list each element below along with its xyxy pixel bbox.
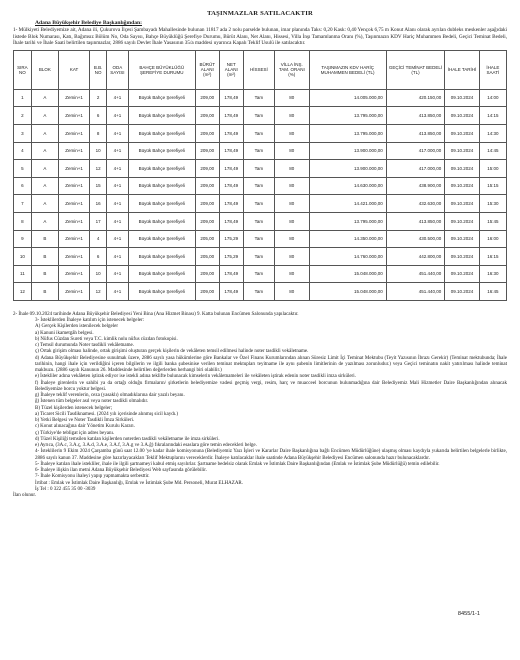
cell-tarih: 09.10.2024 bbox=[445, 283, 479, 301]
cell-blok: B bbox=[31, 265, 58, 283]
cell-kat: Zemin+1 bbox=[58, 142, 89, 160]
col-header-hisse: HİSSESİ bbox=[243, 50, 274, 89]
note-3b-c: c) Konut alınacağına dair Yönetim Kurulu Kararı. bbox=[35, 424, 135, 430]
cell-bb-no: 17 bbox=[90, 212, 107, 230]
table-row bbox=[14, 195, 507, 213]
cell-bedel: 14.630.000,00 bbox=[309, 177, 386, 195]
cell-teminat: 413.850,00 bbox=[386, 212, 444, 230]
cell-tarih: 09.10.2024 bbox=[445, 177, 479, 195]
cell-bb-no: 6 bbox=[90, 107, 107, 125]
table-row bbox=[14, 89, 507, 107]
cell-blok: A bbox=[31, 89, 58, 107]
cell-bedel: 13.795.000,00 bbox=[309, 124, 386, 142]
cell-oda: 4+1 bbox=[106, 160, 128, 178]
cell-bedel: 13.900.000,00 bbox=[309, 160, 386, 178]
cell-kat: Zemin+1 bbox=[58, 230, 89, 248]
col-header-saat: İHALE SAATİ bbox=[479, 50, 506, 89]
cell-net: 175,29 bbox=[219, 230, 243, 248]
cell-villa: 80 bbox=[275, 124, 309, 142]
cell-bb-no: 16 bbox=[90, 195, 107, 213]
cell-blok: B bbox=[31, 230, 58, 248]
cell-bedel: 13.795.000,00 bbox=[309, 212, 386, 230]
cell-oda: 4+1 bbox=[106, 89, 128, 107]
cell-oda: 4+1 bbox=[106, 212, 128, 230]
cell-bb-no: 6 bbox=[90, 248, 107, 266]
cell-kat: Zemin+1 bbox=[58, 89, 89, 107]
cell-bahce: Büyük Bahçe Şerefiyeli bbox=[128, 248, 195, 266]
cell-tarih: 09.10.2024 bbox=[445, 160, 479, 178]
note-4: 4- İsteklilerin 9 Ekim 2024 Çarşamba günü saat 12.00 'ye kadar ihale komisyonuna (Belediyemiz Yazı İşleri ve Kararlar Daire Başkanlığına bağlı Encümen Müdürlüğüne) ulaşmış olması kaydıyla yukarıda belirtilen belgelerle birlikte, 2886 sayılı kanun 37. Maddesine göre hazırlayacakları Teklif Mektuplarını vereceklerdir. İhaleye katılacaklar ihale saatinde Adana Büyükşehir Belediyesi Encümen salonunda hazır bulunacaklardır. bbox=[35, 449, 507, 461]
cell-oda: 4+1 bbox=[106, 230, 128, 248]
note-3a-g: g) İhaleye teklif verenlerin, ceza (yasaklı) olmadıklarına dair yazılı beyanı. bbox=[35, 393, 185, 399]
cell-saat: 16:00 bbox=[479, 230, 506, 248]
cell-net: 178,49 bbox=[219, 283, 243, 301]
cell-hisse: Tam bbox=[243, 177, 274, 195]
cell-sira: 7 bbox=[14, 195, 32, 213]
cell-hisse: Tam bbox=[243, 212, 274, 230]
cell-saat: 14:45 bbox=[479, 142, 506, 160]
table-body bbox=[14, 89, 507, 300]
cell-net: 178,49 bbox=[219, 124, 243, 142]
cell-brut: 209,00 bbox=[195, 283, 219, 301]
cell-teminat: 438.900,00 bbox=[386, 177, 444, 195]
note-6: 6- İhaleye ilişkin ilan metni Adana Büyükşehir Belediyesi Web sayfasında görülebilir. bbox=[35, 468, 207, 474]
cell-net: 178,49 bbox=[219, 212, 243, 230]
cell-hisse: Tam bbox=[243, 248, 274, 266]
cell-saat: 16:15 bbox=[479, 248, 506, 266]
cell-sira: 5 bbox=[14, 160, 32, 178]
cell-teminat: 413.850,00 bbox=[386, 107, 444, 125]
cell-brut: 209,00 bbox=[195, 89, 219, 107]
cell-saat: 14:30 bbox=[479, 124, 506, 142]
cell-sira: 3 bbox=[14, 124, 32, 142]
col-header-brut: BÜRÜT ALANI (m²) bbox=[195, 50, 219, 89]
table-row bbox=[14, 212, 507, 230]
cell-sira: 9 bbox=[14, 230, 32, 248]
note-3a-cc: ç) Ortak girişim olması halinde, ortak girişimi oluşturan gerçek kişilerin de vekâleten temsil edilmesi halinde noter tasdikli vekâletname. bbox=[35, 349, 309, 355]
cell-brut: 209,00 bbox=[195, 212, 219, 230]
note-3b-e: e) Ayrıca, (3A.c, 3.A.ç, 3.A.d, 3.A.e, 3.A.f, 3.A.g ve 3.A.ğ) fıkralarındaki esaslara göre temin edecekleri belge. bbox=[35, 443, 257, 449]
cell-hisse: Tam bbox=[243, 89, 274, 107]
tel-value: : 0 322 455 35 00 -3039 bbox=[47, 486, 96, 492]
cell-net: 178,49 bbox=[219, 177, 243, 195]
cell-hisse: Tam bbox=[243, 283, 274, 301]
cell-teminat: 417.000,00 bbox=[386, 160, 444, 178]
col-header-bb-no: B.B. NO bbox=[90, 50, 107, 89]
irtibat-value: : Emlak ve İstimlak Daire Başkanlığı, Emlak ve İstimlak Şube Md. Personeli, Murat ELHAZAR. bbox=[48, 480, 244, 486]
note-3a-d: d) Adana Büyükşehir Belediyesine sunulmak üzere, 2886 sayılı yasa hükümlerine göre Bankalar ve Özel Finans Kurumlarından alınan Süresiz Limit İçi Teminat Mektubu (Teyit Yazısının İbrazı Gerekir) (Teminat mektubunda; İhale tarihinin, hangi ihale için verildiğini içeren bilgilerin ve ilgili banka şubesinise verilen teminat mektupları teyitname ile aynı şubenin limitlerinin de yazılması zorunludur.) veya Geçici teminatın nakit yatırılması halinde teminat makbuzu. (2886 sayılı Kanunun 26. Maddesinde belirtilen değerlerden herhangi biri olabilir.) bbox=[35, 355, 507, 374]
cell-saat: 16:45 bbox=[479, 283, 506, 301]
cell-bedel: 15.048.000,00 bbox=[309, 265, 386, 283]
cell-sira: 4 bbox=[14, 142, 32, 160]
cell-kat: Zemin+1 bbox=[58, 265, 89, 283]
intro-paragraph: 1- Mülkiyeti Belediyemize ait, Adana ili, Çukurova İlçesi Şambayadı Mahallesinde bulunan 11817 ada 2 nolu parselde bulunan, imar planında Taks: 0,20 Kask: 0,40 Yençok 6,75 m Konut Alanı olarak ayrılan dubleks meskenler aşağıdaki listede Blok Numarası, Katı, Bağımsız Bölüm No, Oda Sayısı, Bahçe Büyüklüğü Şerefiye Durumu, Bürüt Alanı, Net Alanı, Hissesi, Villa İnşı Tamamlanma Oranı (%), Taşınmazın KDV Hariç Muhammen Bedeli, Geçici Teminat Bedeli, İhale tarihi ve İhale Saati belirtilen taşınmazlar, 2886 sayılı Devlet İhale Yasasının 35/a maddesi uyarınca Kapalı Teklif Usulü ile satılacaktır. bbox=[13, 27, 507, 47]
reference-number: 8455/1-1 bbox=[457, 611, 480, 617]
cell-sira: 1 bbox=[14, 89, 32, 107]
cell-oda: 4+1 bbox=[106, 248, 128, 266]
col-header-net: NET ALANI (m²) bbox=[219, 50, 243, 89]
table-row bbox=[14, 248, 507, 266]
cell-bahce: Büyük Bahçe Şerefiyeli bbox=[128, 230, 195, 248]
cell-blok: A bbox=[31, 212, 58, 230]
cell-saat: 15:15 bbox=[479, 177, 506, 195]
cell-tarih: 09.10.2024 bbox=[445, 124, 479, 142]
cell-villa: 80 bbox=[275, 160, 309, 178]
table-row bbox=[14, 265, 507, 283]
cell-teminat: 432.630,00 bbox=[386, 195, 444, 213]
cell-villa: 80 bbox=[275, 89, 309, 107]
cell-bahce: Büyük Bahçe Şerefiyeli bbox=[128, 212, 195, 230]
cell-saat: 14:00 bbox=[479, 89, 506, 107]
note-3b-cc: ç) Türkiye'de tebligat için adres beyanı. bbox=[35, 430, 115, 436]
cell-net: 178,49 bbox=[219, 195, 243, 213]
note-3a-e: e) İstekliler adına vekâleten iştirak ediyor ise istekli adına teklifte bulunacak kimselerin vekâletnameleri ile vekâleten iştirak edenin noter tasdikli imza sirküleri. bbox=[35, 374, 356, 380]
cell-tarih: 09.10.2024 bbox=[445, 195, 479, 213]
cell-bb-no: 4 bbox=[90, 230, 107, 248]
table-row bbox=[14, 107, 507, 125]
cell-net: 178,49 bbox=[219, 142, 243, 160]
cell-net: 178,49 bbox=[219, 160, 243, 178]
cell-hisse: Tam bbox=[243, 142, 274, 160]
cell-bahce: Büyük Bahçe Şerefiyeli bbox=[128, 89, 195, 107]
cell-teminat: 442.800,00 bbox=[386, 248, 444, 266]
note-3b-b: b) Yetki Belgesi ve Noter Tasdikli İmza Sirküleri. bbox=[35, 418, 135, 424]
cell-teminat: 451.440,00 bbox=[386, 283, 444, 301]
cell-bahce: Büyük Bahçe Şerefiyeli bbox=[128, 160, 195, 178]
contact-block bbox=[13, 481, 507, 500]
table-row bbox=[14, 142, 507, 160]
note-3b-a: a) Ticaret Sicili Tasdiknamesi. (2024 yılı içerisinde alınmış sicil kaydı.) bbox=[35, 411, 179, 417]
cell-brut: 205,00 bbox=[195, 248, 219, 266]
cell-teminat: 420.150,00 bbox=[386, 89, 444, 107]
cell-sira: 12 bbox=[14, 283, 32, 301]
cell-blok: A bbox=[31, 160, 58, 178]
table-row bbox=[14, 283, 507, 301]
cell-villa: 80 bbox=[275, 283, 309, 301]
cell-hisse: Tam bbox=[243, 195, 274, 213]
note-2: 2- İhale 09.10.2024 tarihinde Adana Büyükşehir Belediyesi Yeni Bina (Ana Hizmet Binası) 9. Katta bulunan Encümen Salonunda yapılacaktır. bbox=[13, 311, 299, 317]
cell-bahce: Büyük Bahçe Şerefiyeli bbox=[128, 283, 195, 301]
cell-bedel: 13.795.000,00 bbox=[309, 107, 386, 125]
cell-saat: 15:30 bbox=[479, 195, 506, 213]
col-header-villa: VİLLA İNŞ. TAM. ORANI (%) bbox=[275, 50, 309, 89]
cell-oda: 4+1 bbox=[106, 195, 128, 213]
cell-brut: 209,00 bbox=[195, 160, 219, 178]
cell-saat: 16:30 bbox=[479, 265, 506, 283]
tel-label: İş Tel bbox=[35, 486, 47, 492]
cell-bahce: Büyük Bahçe Şerefiyeli bbox=[128, 177, 195, 195]
cell-sira: 11 bbox=[14, 265, 32, 283]
cell-villa: 80 bbox=[275, 265, 309, 283]
irtibat-label: İrtibat bbox=[35, 480, 48, 486]
cell-bedel: 14.350.000,00 bbox=[309, 230, 386, 248]
cell-bb-no: 10 bbox=[90, 265, 107, 283]
table-row bbox=[14, 177, 507, 195]
cell-bedel: 14.421.000,00 bbox=[309, 195, 386, 213]
cell-hisse: Tam bbox=[243, 265, 274, 283]
cell-tarih: 09.10.2024 bbox=[445, 212, 479, 230]
cell-hisse: Tam bbox=[243, 230, 274, 248]
property-table bbox=[13, 50, 507, 301]
cell-teminat: 430.500,00 bbox=[386, 230, 444, 248]
cell-villa: 80 bbox=[275, 195, 309, 213]
cell-villa: 80 bbox=[275, 248, 309, 266]
note-3a-c: c) Temsil durumunda Noter tasdikli vekâletname. bbox=[35, 343, 134, 349]
cell-kat: Zemin+1 bbox=[58, 124, 89, 142]
cell-teminat: 417.000,00 bbox=[386, 142, 444, 160]
cell-bb-no: 12 bbox=[90, 283, 107, 301]
cell-villa: 80 bbox=[275, 212, 309, 230]
cell-bedel: 14.005.000,00 bbox=[309, 89, 386, 107]
cell-oda: 4+1 bbox=[106, 265, 128, 283]
cell-kat: Zemin+1 bbox=[58, 107, 89, 125]
cell-bahce: Büyük Bahçe Şerefiyeli bbox=[128, 142, 195, 160]
cell-net: 178,49 bbox=[219, 89, 243, 107]
col-header-bahce: BAHÇE BÜYÜKLÜĞÜ ŞEREFİYE DURUMU bbox=[128, 50, 195, 89]
cell-oda: 4+1 bbox=[106, 177, 128, 195]
cell-sira: 8 bbox=[14, 212, 32, 230]
cell-saat: 15:45 bbox=[479, 212, 506, 230]
cell-bahce: Büyük Bahçe Şerefiyeli bbox=[128, 195, 195, 213]
cell-brut: 209,00 bbox=[195, 142, 219, 160]
cell-kat: Zemin+1 bbox=[58, 283, 89, 301]
cell-saat: 14:15 bbox=[479, 107, 506, 125]
note-5: 5- İhaleye katılan ihale istekliler, ihale ile ilgili şartnameyi kabul etmiş sayılırlar. Şartname bedelsiz olarak Emlak ve İstimlak Daire Başkanlığından (Emlak ve İstimlak Şube Müdürlüğü) temin edilebilir. bbox=[35, 461, 440, 467]
cell-bedel: 13.900.000,00 bbox=[309, 142, 386, 160]
col-header-oda: ODA SAYISI bbox=[106, 50, 128, 89]
cell-villa: 80 bbox=[275, 107, 309, 125]
note-3a-b: b) Nüfus Cüzdan Sureti veya T.C. kimlik nolu nüfus cüzdan fotokopisi. bbox=[35, 336, 178, 342]
note-3b-heading: B) Tüzel kişilerden istenecek belgeler; bbox=[35, 405, 113, 411]
cell-bb-no: 15 bbox=[90, 177, 107, 195]
note-3a-heading: A) Gerçek Kişilerden istenilecek belgeler bbox=[35, 324, 119, 330]
requirements-section bbox=[13, 312, 507, 481]
cell-bahce: Büyük Bahçe Şerefiyeli bbox=[128, 265, 195, 283]
note-3a-a: a) Kanuni ikametgâh belgesi. bbox=[35, 330, 94, 336]
cell-net: 178,49 bbox=[219, 107, 243, 125]
cell-bahce: Büyük Bahçe Şerefiyeli bbox=[128, 107, 195, 125]
cell-blok: B bbox=[31, 248, 58, 266]
cell-sira: 2 bbox=[14, 107, 32, 125]
note-3: 3- İsteklilerden İhaleye katılım için istenecek belgeler: bbox=[35, 318, 145, 324]
cell-villa: 80 bbox=[275, 142, 309, 160]
col-header-teminat: GEÇİCİ TEMİNAT BEDELİ (TL) bbox=[386, 50, 444, 89]
cell-bb-no: 8 bbox=[90, 124, 107, 142]
cell-brut: 205,00 bbox=[195, 230, 219, 248]
cell-hisse: Tam bbox=[243, 107, 274, 125]
cell-brut: 209,00 bbox=[195, 265, 219, 283]
cell-blok: A bbox=[31, 124, 58, 142]
cell-blok: B bbox=[31, 283, 58, 301]
col-header-kat: KAT bbox=[58, 50, 89, 89]
cell-bb-no: 2 bbox=[90, 89, 107, 107]
col-header-bedel: TAŞINMAZIN KDV HARİÇ MUHAMMEN BEDELİ (TL) bbox=[309, 50, 386, 89]
col-header-tarih: İHALE TARİHİ bbox=[445, 50, 479, 89]
cell-tarih: 09.10.2024 bbox=[445, 107, 479, 125]
addressee-heading: Adana Büyükşehir Belediye Başkanlığından: bbox=[35, 20, 142, 26]
cell-kat: Zemin+1 bbox=[58, 177, 89, 195]
cell-kat: Zemin+1 bbox=[58, 248, 89, 266]
cell-sira: 10 bbox=[14, 248, 32, 266]
cell-oda: 4+1 bbox=[106, 142, 128, 160]
cell-tarih: 09.10.2024 bbox=[445, 265, 479, 283]
cell-teminat: 413.850,00 bbox=[386, 124, 444, 142]
cell-tarih: 09.10.2024 bbox=[445, 230, 479, 248]
cell-net: 175,29 bbox=[219, 248, 243, 266]
cell-bedel: 14.760.000,00 bbox=[309, 248, 386, 266]
cell-tarih: 09.10.2024 bbox=[445, 142, 479, 160]
cell-hisse: Tam bbox=[243, 124, 274, 142]
cell-kat: Zemin+1 bbox=[58, 212, 89, 230]
note-3a-f: f) İhaleye girenlerin ve sahibi ya da ortağı olduğu firmaların/ şirketlerin belediyemize vadesi geçmiş vergi, resim, harç ve muacceel borcunun bulunmadığına dair Belediyemiz Mali Hizmetler Daire Başkanlığından alınacak Belediyemize borcu yoktur belgesi. bbox=[35, 380, 507, 392]
cell-oda: 4+1 bbox=[106, 283, 128, 301]
closing-line: İlan olunur. bbox=[13, 493, 37, 499]
cell-brut: 209,00 bbox=[195, 124, 219, 142]
note-7: 7- İhale Komisyonu ihaleyi yapıp yapmamakta serbesttir. bbox=[35, 474, 150, 480]
cell-teminat: 451.440,00 bbox=[386, 265, 444, 283]
cell-tarih: 09.10.2024 bbox=[445, 248, 479, 266]
cell-bedel: 15.048.000,00 bbox=[309, 283, 386, 301]
cell-blok: A bbox=[31, 195, 58, 213]
cell-kat: Zemin+1 bbox=[58, 195, 89, 213]
cell-brut: 209,00 bbox=[195, 195, 219, 213]
page-title: TAŞINMAZLAR SATILACAKTIR bbox=[207, 10, 313, 17]
cell-tarih: 09.10.2024 bbox=[445, 89, 479, 107]
cell-bb-no: 10 bbox=[90, 142, 107, 160]
cell-hisse: Tam bbox=[243, 160, 274, 178]
note-3a-gg: ğ) İstenen tüm belgeler asıl veya noter tasdikli olmalıdır. bbox=[35, 399, 149, 405]
cell-bahce: Büyük Bahçe Şerefiyeli bbox=[128, 124, 195, 142]
cell-blok: A bbox=[31, 107, 58, 125]
cell-bb-no: 12 bbox=[90, 160, 107, 178]
cell-saat: 15:00 bbox=[479, 160, 506, 178]
note-3b-d: d) Tüzel Kişiliği temsilen katılan kişilerden noterden tasdikli vekâletname ile imza sirküleri. bbox=[35, 436, 220, 442]
cell-villa: 80 bbox=[275, 177, 309, 195]
cell-brut: 209,00 bbox=[195, 177, 219, 195]
cell-brut: 209,00 bbox=[195, 107, 219, 125]
table-header-row bbox=[14, 50, 507, 89]
table-row bbox=[14, 230, 507, 248]
cell-oda: 4+1 bbox=[106, 107, 128, 125]
table-row bbox=[14, 124, 507, 142]
cell-villa: 80 bbox=[275, 230, 309, 248]
cell-sira: 6 bbox=[14, 177, 32, 195]
col-header-blok: BLOK bbox=[31, 50, 58, 89]
table-row bbox=[14, 160, 507, 178]
cell-blok: A bbox=[31, 142, 58, 160]
cell-oda: 4+1 bbox=[106, 124, 128, 142]
cell-net: 178,49 bbox=[219, 265, 243, 283]
cell-kat: Zemin+1 bbox=[58, 160, 89, 178]
cell-blok: A bbox=[31, 177, 58, 195]
col-header-sira: SIRA NO bbox=[14, 50, 32, 89]
